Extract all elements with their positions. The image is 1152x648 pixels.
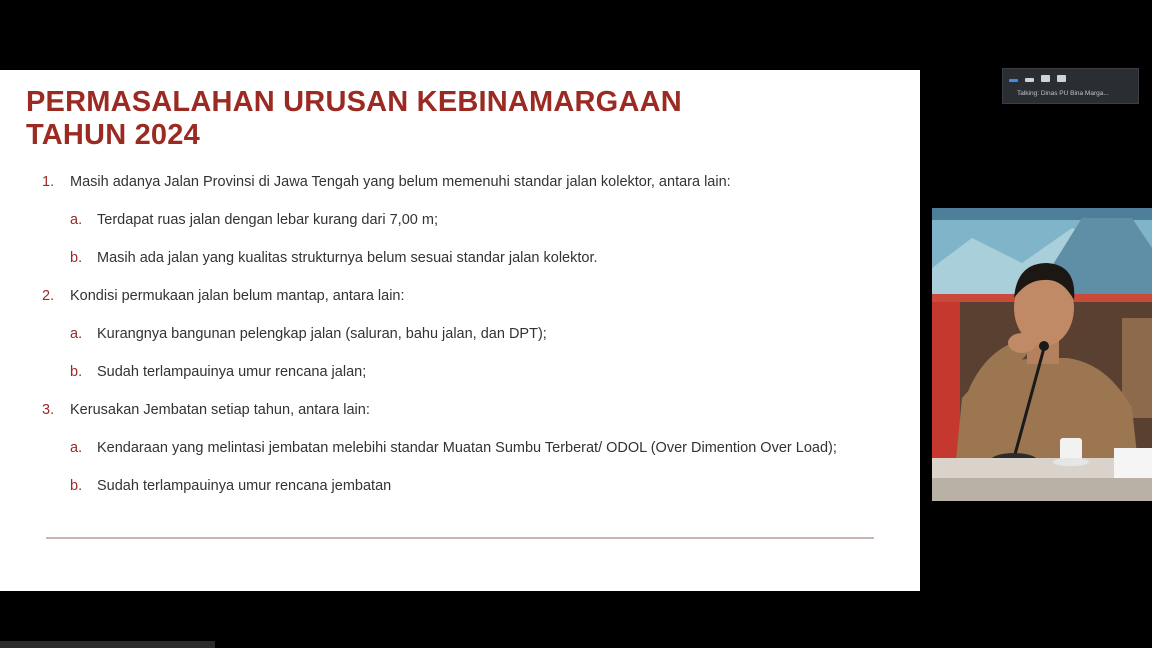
shared-slide bbox=[0, 70, 920, 591]
subitem-text: Terdapat ruas jalan dengan lebar kurang dari 7,00 m; bbox=[97, 212, 438, 228]
subitem-letter: b. bbox=[70, 250, 83, 266]
outline-item bbox=[42, 172, 902, 192]
name-plate bbox=[1114, 448, 1152, 478]
slide-divider bbox=[46, 537, 874, 539]
subitem-text: Kurangnya bangunan pelengkap jalan (saluran, bahu jalan, dan DPT); bbox=[97, 326, 547, 342]
view-toolbar bbox=[1002, 68, 1139, 104]
outline-subitem bbox=[42, 362, 902, 382]
subitem-letter: b. bbox=[70, 364, 83, 380]
participant-video[interactable] bbox=[932, 208, 1152, 501]
desk-front bbox=[932, 478, 1152, 501]
outline-subitem bbox=[42, 476, 902, 496]
outline-item bbox=[42, 286, 902, 306]
subitem-letter: a. bbox=[70, 440, 83, 456]
slide-title-line-2: TAHUN 2024 bbox=[26, 119, 200, 151]
slide-outline bbox=[42, 172, 902, 496]
minimize-icon[interactable] bbox=[1009, 79, 1018, 82]
subitem-text: Kendaraan yang melintasi jembatan melebihi standar Muatan Sumbu Terberat/ ODOL (Over Dimention Over Load); bbox=[97, 440, 837, 456]
gallery-view-icon[interactable] bbox=[1057, 75, 1066, 82]
subitem-letter: a. bbox=[70, 212, 83, 228]
bottom-caption-strip bbox=[0, 641, 215, 648]
participant-hand bbox=[1008, 333, 1036, 353]
subitem-text: Sudah terlampauinya umur rencana jembatan bbox=[97, 478, 392, 494]
item-number: 3. bbox=[42, 402, 55, 418]
active-speaker-label: Talking: Dinas PU Bina Marga... bbox=[1017, 90, 1109, 97]
view-controls bbox=[1009, 73, 1066, 83]
microphone-head bbox=[1039, 341, 1049, 351]
item-text: Kondisi permukaan jalan belum mantap, antara lain: bbox=[70, 288, 405, 304]
outline-subitem bbox=[42, 210, 902, 230]
speaker-view-icon[interactable] bbox=[1041, 75, 1050, 82]
outline-subitem bbox=[42, 438, 902, 458]
slide-title-line-1: PERMASALAHAN URUSAN KEBINAMARGAAN bbox=[26, 86, 682, 118]
coffee-cup bbox=[1060, 438, 1082, 460]
outline-item bbox=[42, 400, 902, 420]
cup-saucer bbox=[1053, 458, 1089, 466]
restore-icon[interactable] bbox=[1025, 78, 1034, 82]
item-text: Masih adanya Jalan Provinsi di Jawa Tengah yang belum memenuhi standar jalan kolektor, antara lain: bbox=[70, 174, 731, 190]
slide-title bbox=[26, 86, 682, 152]
video-frame bbox=[932, 208, 1152, 501]
subitem-letter: b. bbox=[70, 478, 83, 494]
subitem-letter: a. bbox=[70, 326, 83, 342]
outline-subitem bbox=[42, 324, 902, 344]
item-number: 1. bbox=[42, 174, 55, 190]
outline-subitem bbox=[42, 248, 902, 268]
subitem-text: Sudah terlampauinya umur rencana jalan; bbox=[97, 364, 367, 380]
item-text: Kerusakan Jembatan setiap tahun, antara lain: bbox=[70, 402, 370, 418]
item-number: 2. bbox=[42, 288, 55, 304]
subitem-text: Masih ada jalan yang kualitas strukturnya belum sesuai standar jalan kolektor. bbox=[97, 250, 598, 266]
